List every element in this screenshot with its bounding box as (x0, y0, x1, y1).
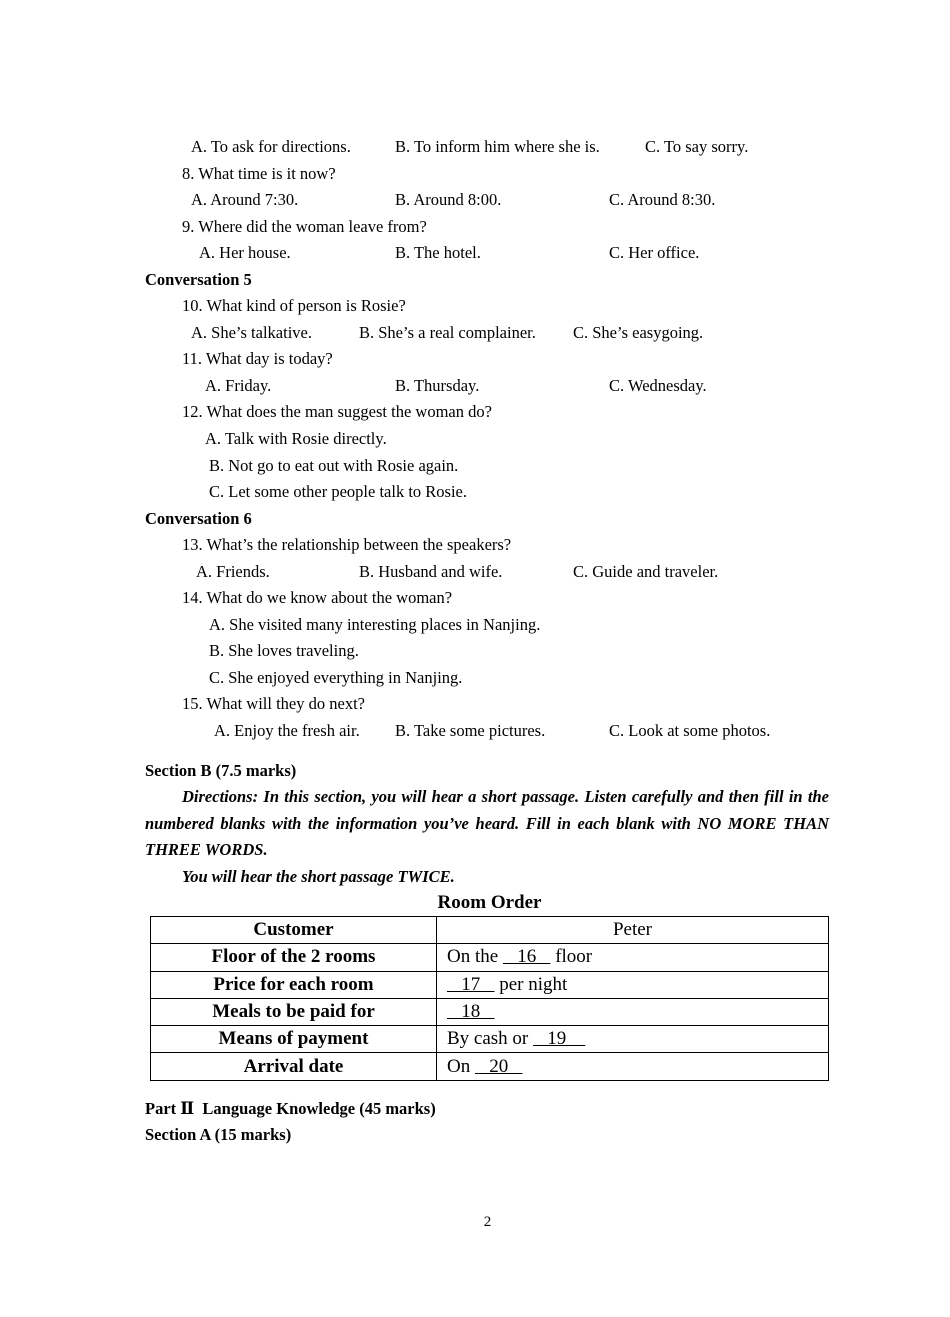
section-a-heading: Section A (15 marks) (145, 1125, 292, 1144)
q14-option-b: B. She loves traveling. (209, 641, 359, 660)
table-row (151, 944, 829, 971)
room-order-table (150, 916, 829, 1081)
q12-option-c: C. Let some other people talk to Rosie. (209, 482, 467, 501)
q14-option-a: A. She visited many interesting places in Nanjing. (209, 615, 541, 634)
q7-option-a: A. To ask for directions. (191, 137, 351, 156)
q7-option-b: B. To inform him where she is. (395, 137, 600, 156)
q15-option-c: C. Look at some photos. (609, 721, 771, 740)
q15-option-b: B. Take some pictures. (395, 721, 546, 740)
q11-option-b: B. Thursday. (395, 376, 480, 395)
q10-stem: 10. What kind of person is Rosie? (182, 296, 406, 315)
q7-option-c: C. To say sorry. (645, 137, 749, 156)
table-row (151, 971, 829, 998)
q10-option-b: B. She’s a real complainer. (359, 323, 536, 342)
row-label: Price for each room (151, 971, 437, 998)
conversation-6-heading: Conversation 6 (145, 509, 252, 528)
q12-stem: 12. What does the man suggest the woman do? (182, 402, 492, 421)
value-suffix: per night (494, 973, 568, 995)
row-label: Customer (151, 917, 437, 944)
q10-option-a: A. She’s talkative. (191, 323, 312, 342)
table-row (151, 917, 829, 944)
blank-17: 17 (447, 973, 495, 995)
q8-stem: 8. What time is it now? (182, 164, 336, 183)
q13-stem: 13. What’s the relationship between the speakers? (182, 535, 512, 554)
q13-option-c: C. Guide and traveler. (573, 562, 719, 581)
value-prefix: On the (447, 946, 503, 968)
table-row (151, 1026, 829, 1053)
blank-16: 16 (502, 946, 551, 968)
conversation-5-heading: Conversation 5 (145, 270, 252, 289)
row-label: Means of payment (151, 1026, 437, 1053)
q8-option-a: A. Around 7:30. (191, 190, 299, 209)
page-number: 2 (483, 1214, 492, 1230)
q8-option-b: B. Around 8:00. (395, 190, 502, 209)
row-label: Meals to be paid for (151, 998, 437, 1025)
directions-text: Directions: In this section, you will hear a short passage. Listen carefully and then fill in the numbered blanks with the information you’ve heard. Fill in each blank with NO MORE THAN THREE WORDS. (145, 787, 829, 859)
q9-stem: 9. Where did the woman leave from? (182, 217, 427, 236)
row-value (437, 1026, 829, 1053)
table-row (151, 998, 829, 1025)
q10-option-c: C. She’s easygoing. (573, 323, 704, 342)
q11-option-c: C. Wednesday. (609, 376, 707, 395)
room-order-title: Room Order (437, 892, 542, 913)
q14-option-c: C. She enjoyed everything in Nanjing. (209, 668, 463, 687)
q11-option-a: A. Friday. (205, 376, 272, 395)
value-prefix: By cash or (447, 1028, 534, 1050)
customer-value: Peter (437, 917, 829, 944)
row-value (437, 1053, 829, 1080)
part-2-heading: Part Ⅱ Language Knowledge (45 marks) (145, 1099, 436, 1118)
q13-option-a: A. Friends. (196, 562, 270, 581)
q12-option-a: A. Talk with Rosie directly. (205, 429, 387, 448)
q14-stem: 14. What do we know about the woman? (182, 588, 453, 607)
q12-option-b: B. Not go to eat out with Rosie again. (209, 456, 459, 475)
blank-19: 19 (533, 1028, 586, 1050)
row-label: Arrival date (151, 1053, 437, 1080)
blank-18: 18 (447, 1001, 495, 1023)
row-value (437, 971, 829, 998)
section-b-twice-note: You will hear the short passage TWICE. (182, 867, 455, 886)
row-label: Floor of the 2 rooms (151, 944, 437, 971)
q11-stem: 11. What day is today? (182, 349, 333, 368)
q9-option-a: A. Her house. (199, 243, 291, 262)
section-b-heading: Section B (7.5 marks) (145, 761, 297, 780)
blank-20: 20 (474, 1055, 523, 1077)
value-prefix: On (447, 1055, 475, 1077)
section-b-directions (145, 784, 829, 864)
q15-option-a: A. Enjoy the fresh air. (214, 721, 360, 740)
table-row (151, 1053, 829, 1080)
row-value (437, 998, 829, 1025)
q9-option-c: C. Her office. (609, 243, 700, 262)
row-value (437, 944, 829, 971)
q13-option-b: B. Husband and wife. (359, 562, 503, 581)
q15-stem: 15. What will they do next? (182, 694, 365, 713)
q8-option-c: C. Around 8:30. (609, 190, 716, 209)
q9-option-b: B. The hotel. (395, 243, 481, 262)
value-suffix: floor (550, 946, 593, 968)
